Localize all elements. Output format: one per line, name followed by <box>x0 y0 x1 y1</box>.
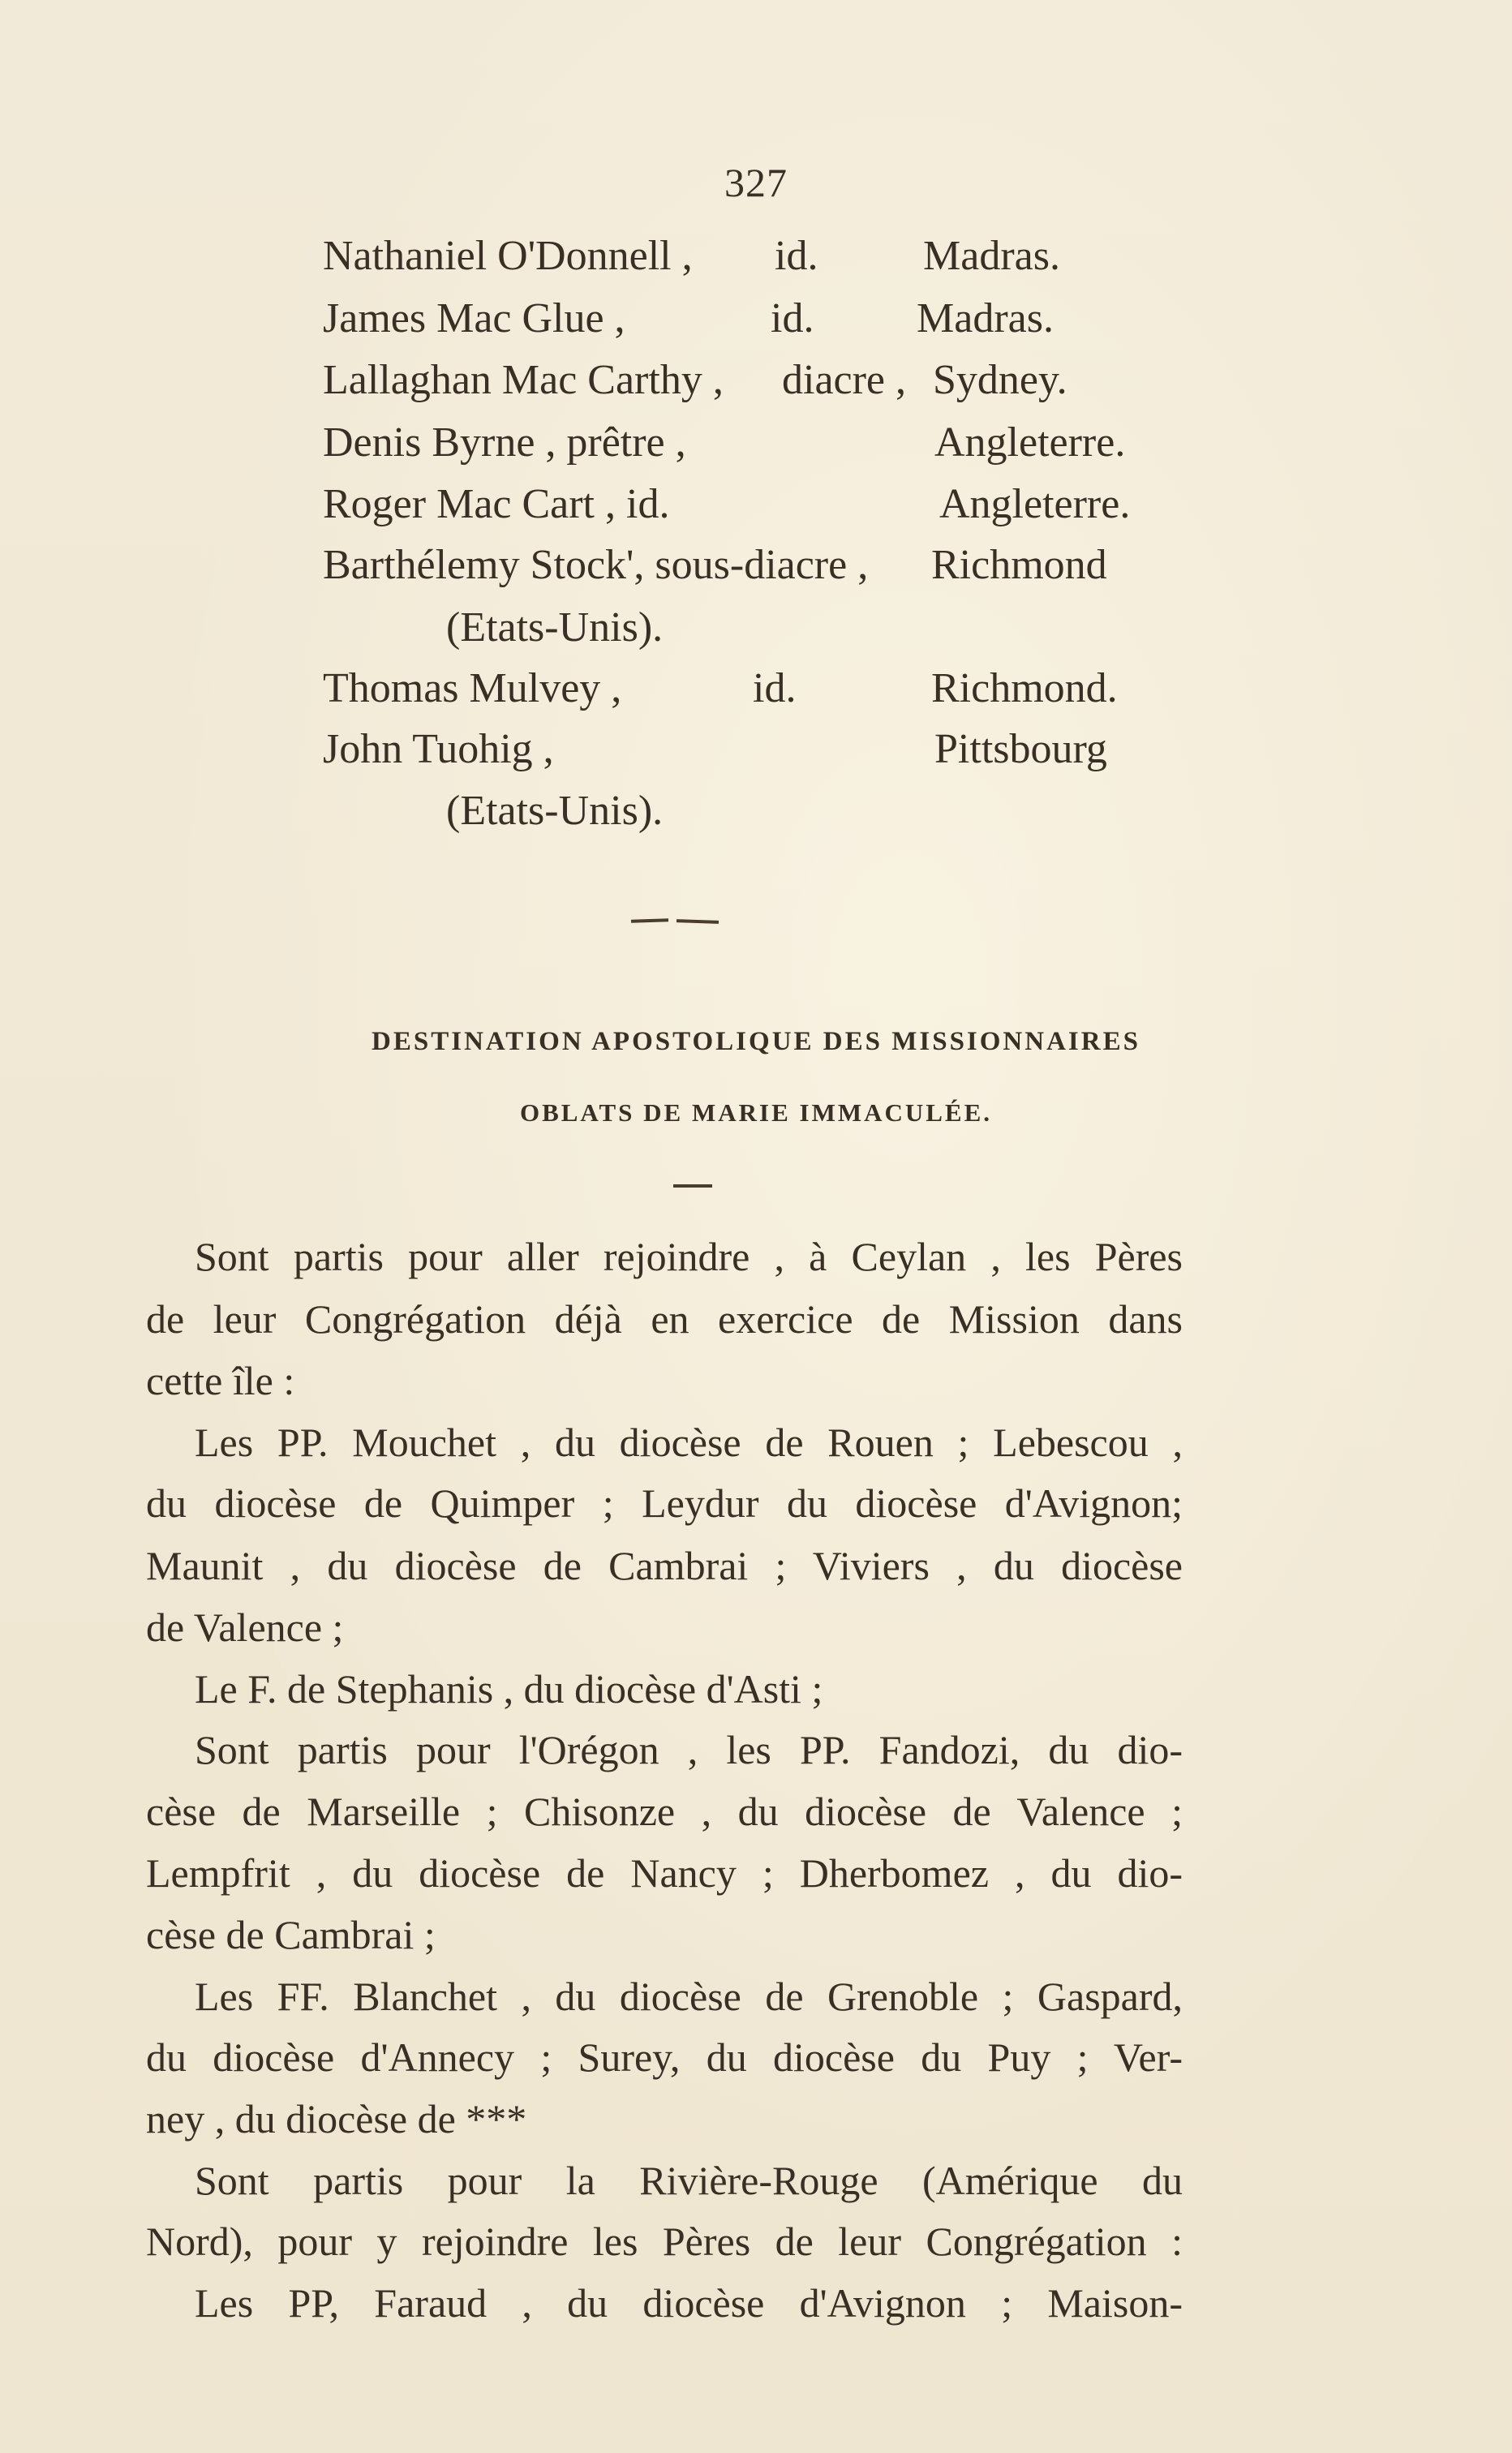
section-subheading: OBLATS DE MARIE IMMACULÉE. <box>519 1098 993 1127</box>
text-line: cette île : <box>146 1358 295 1403</box>
ordination-place: Madras. <box>923 233 1060 279</box>
ordination-name: Roger Mac Cart , id. <box>323 481 670 527</box>
heading-rule <box>673 1184 712 1188</box>
ordination-name: James Mac Glue , <box>323 295 625 342</box>
ordination-order: id. <box>753 665 797 711</box>
ordination-continuation: (Etats-Unis). <box>446 604 664 651</box>
section-heading: DESTINATION APOSTOLIQUE DES MISSIONNAIRES <box>372 1027 1140 1056</box>
ordination-continuation: (Etats-Unis). <box>446 788 664 834</box>
ordination-name: John Tuohig , <box>323 726 554 772</box>
ordination-order: id. <box>771 295 814 342</box>
text-line: du diocèse de Quimper ; Leydur du diocèse d'Avignon; <box>146 1480 1183 1526</box>
separator-rule <box>677 919 719 924</box>
text-line: Nord), pour y rejoindre les Pères de leur Congrégation : <box>146 2219 1183 2264</box>
text-line: Les PP, Faraud , du diocèse d'Avignon ; Maison- <box>195 2280 1183 2326</box>
ordination-place: Angleterre. <box>934 419 1126 466</box>
ordination-name: Nathaniel O'Donnell , <box>323 233 693 279</box>
text-line: Le F. de Stephanis , du diocèse d'Asti ; <box>195 1666 823 1712</box>
ordination-place: Pittsbourg <box>934 726 1107 772</box>
text-line: ney , du diocèse de *** <box>146 2096 527 2142</box>
ordination-place: Angleterre. <box>939 481 1131 527</box>
ordination-place: Madras. <box>917 295 1054 342</box>
ordination-name: Lallaghan Mac Carthy , <box>323 357 724 403</box>
text-line: Les PP. Mouchet , du diocèse de Rouen ; Lebescou , <box>195 1420 1183 1465</box>
text-line: Sont partis pour l'Orégon , les PP. Fandozi, du dio- <box>195 1727 1183 1772</box>
text-line: de leur Congrégation déjà en exercice de Mission dans <box>146 1296 1183 1342</box>
ordination-place: Richmond <box>931 542 1107 588</box>
ordination-name: Barthélemy Stock', sous-diacre , <box>323 542 869 588</box>
text-line: du diocèse d'Annecy ; Surey, du diocèse du Puy ; Ver- <box>146 2034 1183 2080</box>
text-line: cèse de Cambrai ; <box>146 1912 436 1957</box>
text-line: Maunit , du diocèse de Cambrai ; Viviers , du diocèse <box>146 1543 1183 1588</box>
separator-rule <box>631 918 668 923</box>
text-line: Sont partis pour aller rejoindre , à Ceylan , les Pères <box>195 1234 1183 1279</box>
ordination-order: id. <box>775 233 818 279</box>
text-line: Sont partis pour la Rivière-Rouge (Amérique du <box>195 2158 1183 2203</box>
text-line: de Valence ; <box>146 1605 344 1650</box>
page-number: 327 <box>724 160 788 205</box>
ordination-name: Thomas Mulvey , <box>323 665 622 711</box>
ordination-place: Richmond. <box>931 665 1118 711</box>
ordination-name: Denis Byrne , prêtre , <box>323 419 686 466</box>
text-line: Lempfrit , du diocèse de Nancy ; Dherbomez , du dio- <box>146 1850 1183 1896</box>
text-line: cèse de Marseille ; Chisonze , du diocèse de Valence ; <box>146 1789 1183 1834</box>
ordination-place: Sydney. <box>933 357 1067 403</box>
text-line: Les FF. Blanchet , du diocèse de Grenoble ; Gaspard, <box>195 1974 1183 2019</box>
ordination-order: diacre , <box>782 357 907 403</box>
